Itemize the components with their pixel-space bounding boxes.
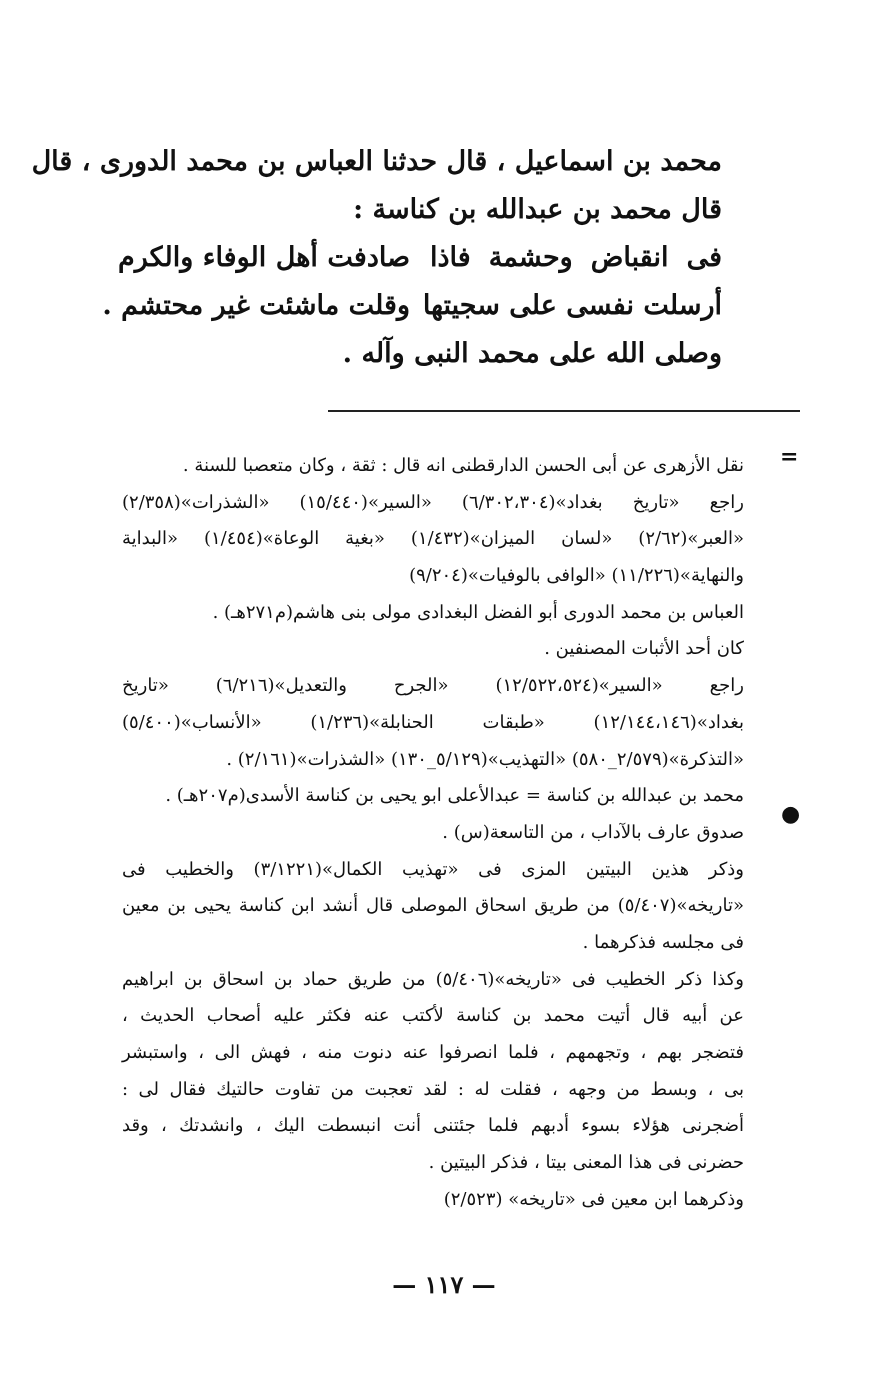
footnote-line: فتضجر بهم ، وتجهمهم ، فلما انصرفوا عنه دنوت منه ، فهش الى ، واستبشر — [122, 1042, 744, 1063]
footnote-line: نقل الأزهرى عن أبى الحسن الدارقطنى انه قال : ثقة ، وكان متعصبا للسنة . — [182, 455, 744, 476]
footnote-line: فى مجلسه فذكرهما . — [582, 931, 744, 953]
footnote-line: راجع «السير»(١٢/٥٢٢،٥٢٤) «الجرح والتعديل»(٦/٢١٦) «تاريخ — [122, 675, 744, 697]
footnote-line: عن أبيه قال أتيت محمد بن كناسة لأكتب عنه فكثر عليه أصحاب الحديث ، — [122, 1005, 744, 1027]
verse-first-hemistich: فى انقباض وحشمة فاذا — [430, 242, 722, 273]
main-text-line: وصلى الله على محمد النبى وآله . — [342, 338, 722, 369]
footnote-line: بى ، وبسط من وجهه ، فقلت له : لقد تعجبت من تفاوت حالتيك فقال لى : — [122, 1078, 744, 1100]
footnote-line: وذكر هذين البيتين المزى فى «تهذيب الكمال»(٣/١٢٢١) والخطيب فى — [122, 858, 744, 880]
footnote-line: «تاريخه»(٥/٤٠٧) من طريق اسحاق الموصلى قال أنشد ابن كناسة يحيى بن معين — [122, 895, 744, 917]
footnote-line: حضرنى فى هذا المعنى بيتا ، فذكر البيتين . — [428, 1152, 744, 1174]
footnote-line: محمد بن عبدالله بن كناسة = عبدالأعلى ابو يحيى بن كناسة الأسدى(م٢٠٧هـ) . — [165, 785, 744, 807]
footnote-divider — [328, 410, 800, 412]
footnote-line: وكذا ذكر الخطيب فى «تاريخه»(٥/٤٠٦) من طريق حماد بن اسحاق بن ابراهيم — [122, 968, 744, 990]
footnote-line: صدوق عارف بالآداب ، من التاسعة(س) . — [442, 821, 744, 843]
footnote-line: أضجرنى هؤلاء بسوء أدبهم فلما جئتنى أنت انبسطت اليك ، وانشدتك ، وقد — [122, 1115, 744, 1137]
footnote-line: العباس بن محمد الدورى أبو الفضل البغدادى مولى بنى هاشم(م٢٧١هـ) . — [212, 601, 744, 623]
footnote-line: كان أحد الأثبات المصنفين . — [544, 638, 744, 660]
footnote-line: وذكرهما ابن معين فى «تاريخه» (٢/٥٢٣) — [443, 1188, 744, 1210]
main-text-line: محمد بن اسماعيل ، قال حدثنا العباس بن محمد الدورى ، قال — [31, 146, 722, 177]
main-text-line: قال محمد بن عبدالله بن كناسة : — [353, 194, 722, 225]
poem-verse — [118, 234, 722, 282]
poem-verse — [102, 282, 722, 330]
footnotes — [122, 448, 744, 1218]
verse-second-hemistich: وقلت ماشئت غير محتشم . — [102, 290, 410, 321]
footnote-line: بغداد»(١٢/١٤٤،١٤٦) «طبقات الحنابلة»(١/٢٣٦) «الأنساب»(٥/٤٠٠) — [122, 711, 744, 733]
footnote-line: راجع «تاريخ بغداد»(٦/٣٠٢،٣٠٤) «السير»(١٥/٤٤٠) «الشذرات»(٢/٣٥٨) — [122, 491, 744, 513]
verse-second-hemistich: صادفت أهل الوفاء والكرم — [118, 242, 410, 273]
footnote-marker: = — [780, 444, 799, 470]
footnote-line: «العبر»(٢/٦٢) «لسان الميزان»(١/٤٣٢) «بغية الوعاة»(١/٤٥٤) «البداية — [122, 528, 744, 550]
footnote-line: والنهاية»(١١/٢٢٦) «الوافى بالوفيات»(٩/٢٠٤) — [409, 565, 744, 587]
footnote-line: «التذكرة»(٢/٥٧٩_٥٨٠) «التهذيب»(٥/١٢٩_١٣٠) «الشذرات»(٢/١٦١) . — [226, 748, 744, 770]
main-text-block — [31, 138, 722, 378]
footnote-bullet: ● — [781, 802, 801, 827]
page-number: — ١١٧ — — [392, 1270, 496, 1299]
verse-first-hemistich: أرسلت نفسى على سجيتها — [422, 290, 722, 321]
